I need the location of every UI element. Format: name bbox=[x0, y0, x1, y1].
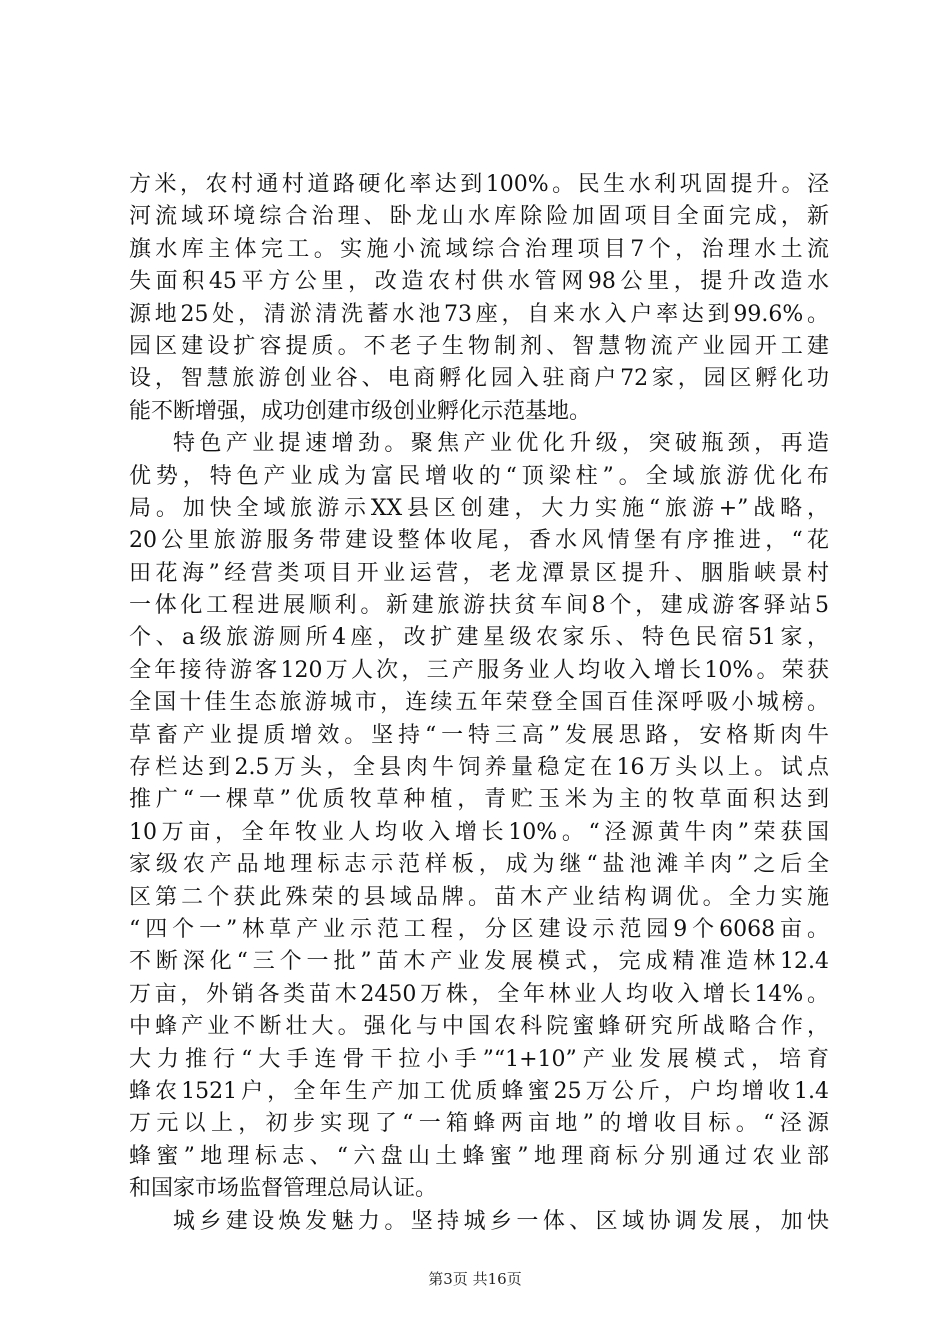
text-line: 20公里旅游服务带建设整体收尾，香水风情堡有序推进，“花 bbox=[129, 528, 829, 554]
text-line: 特色产业提速增劲。聚焦产业优化升级，突破瓶颈，再造 bbox=[173, 431, 829, 457]
text-line: 中蜂产业不断壮大。强化与中国农科院蜜蜂研究所战略合作， bbox=[129, 1014, 829, 1040]
text-line: 一体化工程进展顺利。新建旅游扶贫车间8个，建成游客驿站5 bbox=[129, 593, 829, 619]
text-line: 蜂农1521户，全年生产加工优质蜂蜜25万公斤，户均增收1.4 bbox=[129, 1078, 829, 1104]
text-line: 个、a级旅游厕所4座，改扩建星级农家乐、特色民宿51家， bbox=[129, 625, 829, 651]
document-body bbox=[129, 169, 829, 1238]
text-line: 全国十佳生态旅游城市，连续五年荣登全国百佳深呼吸小城榜。 bbox=[129, 690, 829, 716]
text-line: 家级农产品地理标志示范样板，成为继“盐池滩羊肉”之后全 bbox=[129, 852, 829, 878]
text-line: 方米，农村通村道路硬化率达到100%。民生水利巩固提升。泾 bbox=[129, 172, 829, 197]
text-line: 全年接待游客120万人次，三产服务业人均收入增长10%。荣获 bbox=[129, 657, 829, 683]
text-line: 城乡建设焕发魅力。坚持城乡一体、区域协调发展，加快 bbox=[173, 1208, 829, 1234]
text-line: 失面积45平方公里，改造农村供水管网98公里，提升改造水 bbox=[129, 269, 829, 295]
text-line: 草畜产业提质增效。坚持“一特三高”发展思路，安格斯肉牛 bbox=[129, 722, 829, 748]
text-line: 存栏达到2.5万头，全县肉牛饲养量稳定在16万头以上。试点 bbox=[129, 755, 829, 781]
text-line: 园区建设扩容提质。不老子生物制剂、智慧物流产业园开工建 bbox=[129, 333, 829, 359]
text-line: 源地25处，清淤清洗蓄水池73座，自来水入户率达到99.6%。 bbox=[129, 301, 829, 327]
text-line: 能不断增强，成功创建市级创业孵化示范基地。 bbox=[129, 398, 592, 424]
text-line: 河流域环境综合治理、卧龙山水库除险加固项目全面完成，新 bbox=[129, 204, 829, 230]
text-line: 万元以上，初步实现了“一箱蜂两亩地”的增收目标。“泾源 bbox=[129, 1111, 829, 1137]
text-line: 旗水库主体完工。实施小流域综合治理项目7个，治理水土流 bbox=[129, 236, 829, 262]
text-line: 蜂蜜”地理标志、“六盘山土蜂蜜”地理商标分别通过农业部 bbox=[129, 1143, 829, 1169]
text-line: 和国家市场监督管理总局认证。 bbox=[129, 1176, 438, 1202]
text-line: 万亩，外销各类苗木2450万株，全年林业人均收入增长14%。 bbox=[129, 981, 829, 1007]
text-line: “四个一”林草产业示范工程，分区建设示范园9个6068亩。 bbox=[129, 916, 829, 942]
text-line: 推广“一棵草”优质牧草种植，青贮玉米为主的牧草面积达到 bbox=[129, 787, 829, 813]
text-line: 区第二个获此殊荣的县域品牌。苗木产业结构调优。全力实施 bbox=[129, 884, 829, 910]
text-line: 局。加快全域旅游示XX县区创建，大力实施“旅游+”战略， bbox=[129, 495, 829, 521]
text-line: 优势，特色产业成为富民增收的“顶梁柱”。全域旅游优化布 bbox=[129, 463, 829, 489]
text-line: 设，智慧旅游创业谷、电商孵化园入驻商户72家，园区孵化功 bbox=[129, 366, 829, 392]
text-line: 10万亩，全年牧业人均收入增长10%。“泾源黄牛肉”荣获国 bbox=[129, 819, 829, 845]
text-line: 大力推行“大手连骨干拉小手”“1+10”产业发展模式，培育 bbox=[129, 1046, 829, 1072]
text-line: 不断深化“三个一批”苗木产业发展模式，完成精准造林12.4 bbox=[129, 949, 829, 975]
page-footer: 第3页 共16页 bbox=[428, 1270, 522, 1288]
text-line: 田花海”经营类项目开业运营，老龙潭景区提升、胭脂峡景村 bbox=[129, 560, 829, 586]
